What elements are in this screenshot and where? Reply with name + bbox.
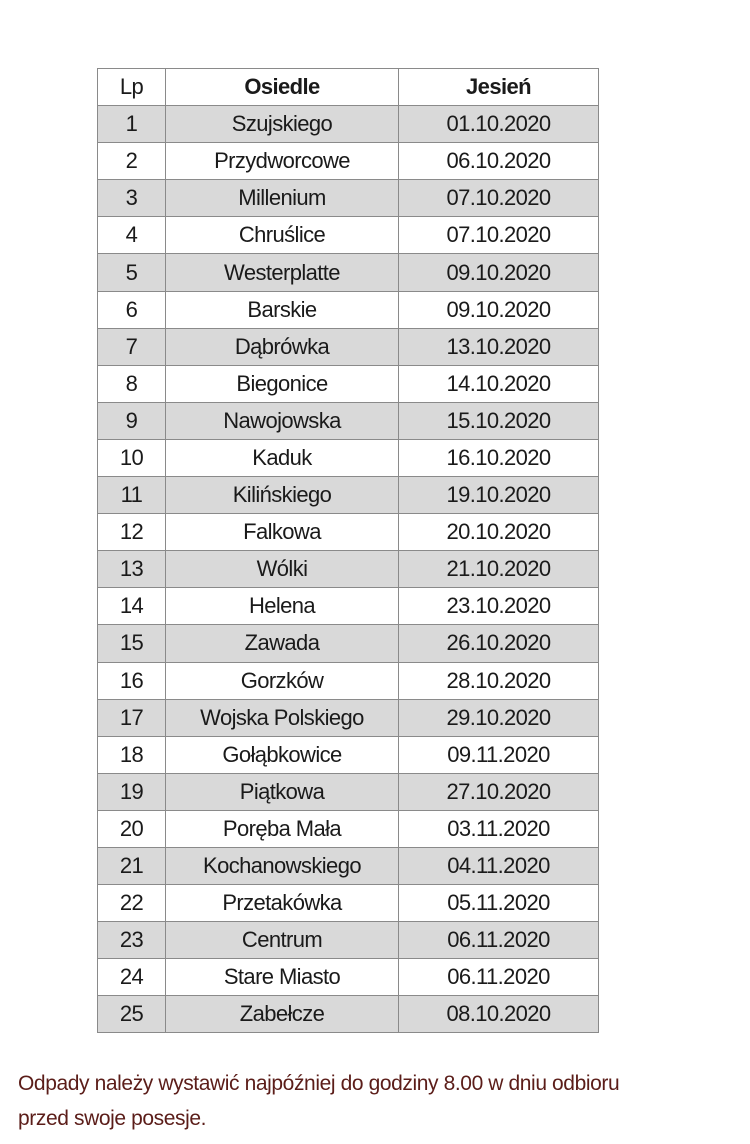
row-date: 27.10.2020 <box>399 773 599 810</box>
header-jesien: Jesień <box>399 69 599 106</box>
table-row <box>98 996 599 1033</box>
row-osiedle: Kaduk <box>166 439 399 476</box>
row-osiedle: Dąbrówka <box>166 328 399 365</box>
row-number: 25 <box>98 996 166 1033</box>
table-row <box>98 514 599 551</box>
row-osiedle: Millenium <box>166 180 399 217</box>
row-number: 5 <box>98 254 166 291</box>
row-date: 04.11.2020 <box>399 847 599 884</box>
row-date: 07.10.2020 <box>399 180 599 217</box>
row-number: 4 <box>98 217 166 254</box>
row-date: 09.11.2020 <box>399 736 599 773</box>
header-lp: Lp <box>98 69 166 106</box>
row-date: 06.10.2020 <box>399 143 599 180</box>
row-date: 09.10.2020 <box>399 291 599 328</box>
row-number: 1 <box>98 106 166 143</box>
table-row <box>98 106 599 143</box>
footer-note-line1: Odpady należy wystawić najpóźniej do godziny 8.00 w dniu odbioru <box>18 1072 620 1095</box>
row-osiedle: Westerplatte <box>166 254 399 291</box>
footer-note <box>18 1066 718 1136</box>
row-date: 21.10.2020 <box>399 551 599 588</box>
row-date: 06.11.2020 <box>399 959 599 996</box>
row-date: 28.10.2020 <box>399 662 599 699</box>
row-osiedle: Kochanowskiego <box>166 847 399 884</box>
table-row <box>98 959 599 996</box>
row-number: 20 <box>98 810 166 847</box>
row-date: 09.10.2020 <box>399 254 599 291</box>
row-number: 18 <box>98 736 166 773</box>
row-number: 24 <box>98 959 166 996</box>
row-osiedle: Wojska Polskiego <box>166 699 399 736</box>
header-osiedle: Osiedle <box>166 69 399 106</box>
row-osiedle: Wólki <box>166 551 399 588</box>
collection-schedule-table <box>97 68 599 1033</box>
row-number: 9 <box>98 402 166 439</box>
table-row <box>98 143 599 180</box>
table-row <box>98 477 599 514</box>
row-number: 11 <box>98 477 166 514</box>
row-number: 16 <box>98 662 166 699</box>
row-number: 19 <box>98 773 166 810</box>
row-osiedle: Poręba Mała <box>166 810 399 847</box>
row-number: 6 <box>98 291 166 328</box>
row-osiedle: Centrum <box>166 922 399 959</box>
row-osiedle: Przetakówka <box>166 885 399 922</box>
row-date: 06.11.2020 <box>399 922 599 959</box>
footer-note-line2: przed swoje posesje. <box>18 1107 207 1130</box>
row-number: 13 <box>98 551 166 588</box>
table-row <box>98 847 599 884</box>
row-number: 17 <box>98 699 166 736</box>
table-row <box>98 217 599 254</box>
row-osiedle: Helena <box>166 588 399 625</box>
row-date: 19.10.2020 <box>399 477 599 514</box>
table-row <box>98 291 599 328</box>
row-osiedle: Gołąbkowice <box>166 736 399 773</box>
row-date: 16.10.2020 <box>399 439 599 476</box>
row-osiedle: Barskie <box>166 291 399 328</box>
row-date: 20.10.2020 <box>399 514 599 551</box>
table-row <box>98 365 599 402</box>
row-osiedle: Zawada <box>166 625 399 662</box>
row-osiedle: Falkowa <box>166 514 399 551</box>
row-number: 2 <box>98 143 166 180</box>
row-osiedle: Zabełcze <box>166 996 399 1033</box>
row-osiedle: Kilińskiego <box>166 477 399 514</box>
row-date: 14.10.2020 <box>399 365 599 402</box>
row-osiedle: Szujskiego <box>166 106 399 143</box>
row-date: 01.10.2020 <box>399 106 599 143</box>
row-date: 08.10.2020 <box>399 996 599 1033</box>
row-number: 12 <box>98 514 166 551</box>
table-body <box>98 106 599 1033</box>
row-number: 7 <box>98 328 166 365</box>
row-date: 29.10.2020 <box>399 699 599 736</box>
table-row <box>98 439 599 476</box>
table-row <box>98 180 599 217</box>
row-number: 21 <box>98 847 166 884</box>
row-date: 03.11.2020 <box>399 810 599 847</box>
row-number: 8 <box>98 365 166 402</box>
row-number: 3 <box>98 180 166 217</box>
table-row <box>98 625 599 662</box>
table-row <box>98 588 599 625</box>
row-osiedle: Biegonice <box>166 365 399 402</box>
row-osiedle: Gorzków <box>166 662 399 699</box>
row-osiedle: Stare Miasto <box>166 959 399 996</box>
table-row <box>98 736 599 773</box>
table-row <box>98 922 599 959</box>
row-date: 26.10.2020 <box>399 625 599 662</box>
row-date: 23.10.2020 <box>399 588 599 625</box>
row-number: 22 <box>98 885 166 922</box>
row-osiedle: Piątkowa <box>166 773 399 810</box>
table-row <box>98 885 599 922</box>
row-date: 05.11.2020 <box>399 885 599 922</box>
table-row <box>98 328 599 365</box>
row-number: 15 <box>98 625 166 662</box>
row-osiedle: Nawojowska <box>166 402 399 439</box>
row-osiedle: Przydworcowe <box>166 143 399 180</box>
table-row <box>98 773 599 810</box>
table-row <box>98 810 599 847</box>
table-row <box>98 699 599 736</box>
table-row <box>98 402 599 439</box>
table-row <box>98 254 599 291</box>
row-number: 10 <box>98 439 166 476</box>
row-number: 23 <box>98 922 166 959</box>
table-row <box>98 551 599 588</box>
table-row <box>98 662 599 699</box>
row-number: 14 <box>98 588 166 625</box>
row-osiedle: Chruślice <box>166 217 399 254</box>
row-date: 13.10.2020 <box>399 328 599 365</box>
table-header-row <box>98 69 599 106</box>
row-date: 15.10.2020 <box>399 402 599 439</box>
row-date: 07.10.2020 <box>399 217 599 254</box>
